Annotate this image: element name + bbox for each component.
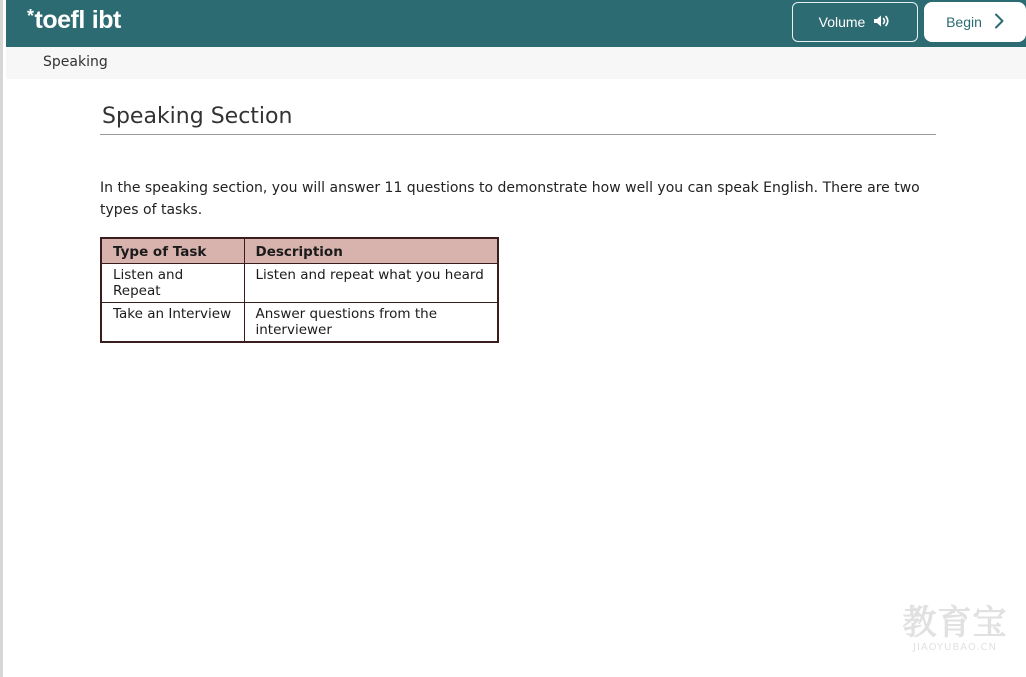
logo-text: toefl bbox=[34, 6, 85, 34]
section-bar bbox=[6, 47, 1026, 79]
speaker-icon bbox=[873, 14, 891, 31]
main-content bbox=[100, 100, 936, 343]
task-type-cell: Listen and Repeat bbox=[101, 263, 244, 302]
table-header-description: Description bbox=[244, 238, 498, 263]
task-description-cell: Answer questions from the interviewer bbox=[244, 302, 498, 342]
volume-label: Volume bbox=[818, 14, 866, 30]
task-description-cell: Listen and repeat what you heard bbox=[244, 263, 498, 302]
watermark-main: 教育宝 bbox=[902, 603, 1008, 643]
toefl-ibt-logo bbox=[27, 6, 121, 35]
page-title: Speaking Section bbox=[100, 100, 936, 135]
task-types-table bbox=[100, 237, 499, 343]
logo-star: * bbox=[27, 6, 34, 26]
top-bar bbox=[6, 0, 1026, 47]
table-row bbox=[101, 263, 498, 302]
section-label: Speaking bbox=[43, 54, 108, 70]
watermark-sub: JIAOYUBAO.CN bbox=[913, 642, 997, 653]
begin-button[interactable] bbox=[924, 2, 1026, 42]
table-header-type: Type of Task bbox=[101, 238, 244, 263]
watermark-logo bbox=[899, 604, 1011, 656]
table-header-row bbox=[101, 238, 498, 263]
begin-label: Begin bbox=[946, 14, 982, 30]
task-type-cell: Take an Interview bbox=[101, 302, 244, 342]
volume-button[interactable] bbox=[792, 2, 918, 42]
chevron-right-icon bbox=[994, 13, 1004, 32]
logo-sub: ibt bbox=[91, 6, 121, 34]
intro-text: In the speaking section, you will answer 11 questions to demonstrate how well you can speak English. There are two types of tasks. bbox=[100, 180, 920, 218]
table-row bbox=[101, 302, 498, 342]
